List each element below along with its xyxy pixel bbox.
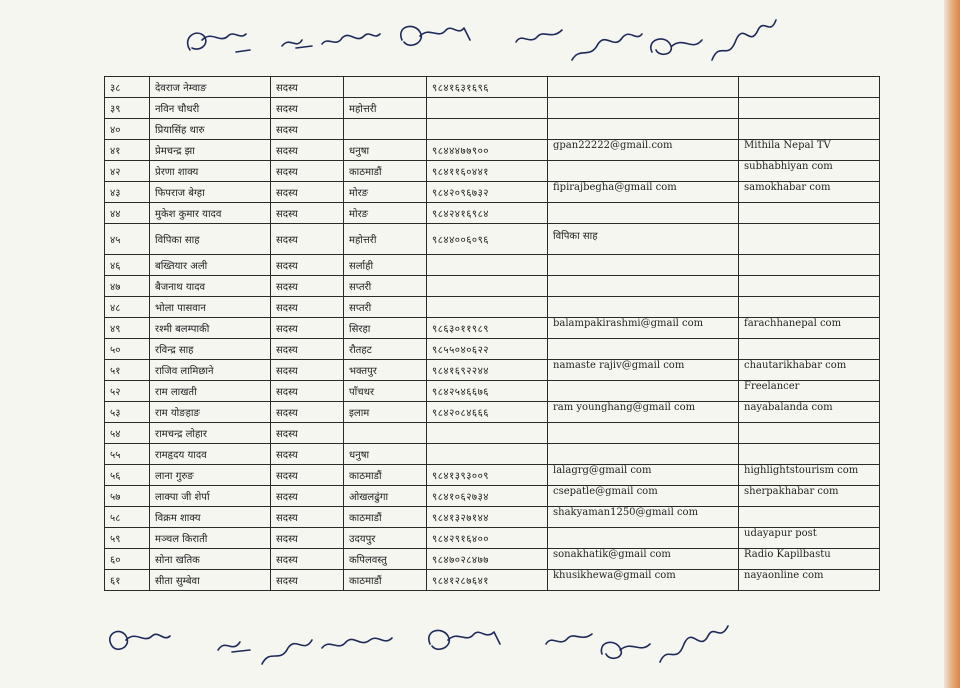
member-name: राम लाखती [150, 381, 271, 402]
table-row [105, 381, 880, 402]
member-phone: ९८४२९१६४०० [427, 528, 548, 549]
table-row [105, 98, 880, 119]
member-email [548, 444, 739, 465]
member-phone: ९८४७०२८४७७ [427, 549, 548, 570]
table-row [105, 276, 880, 297]
member-district: कपिलवस्तु [344, 549, 427, 570]
member-email-text: gpan22222@gmail.com [553, 140, 673, 151]
member-role: सदस्य [271, 297, 344, 318]
member-role: सदस्य [271, 570, 344, 591]
table-row [105, 360, 880, 381]
member-media [739, 203, 880, 224]
row-number: ४० [105, 119, 150, 140]
member-name: नविन चौधरी [150, 98, 271, 119]
row-number: ४४ [105, 203, 150, 224]
member-email [548, 203, 739, 224]
member-email-text: lalagrg@gmail com [553, 465, 652, 476]
member-role: सदस्य [271, 507, 344, 528]
member-media-text: Freelancer [744, 381, 800, 392]
table-row [105, 119, 880, 140]
member-role: सदस्य [271, 444, 344, 465]
row-number: ४६ [105, 255, 150, 276]
member-phone [427, 276, 548, 297]
member-district: काठमाडौं [344, 465, 427, 486]
table-row [105, 549, 880, 570]
member-role: सदस्य [271, 486, 344, 507]
row-number: ४८ [105, 297, 150, 318]
member-email [548, 276, 739, 297]
member-email [548, 570, 739, 591]
member-email-text: namaste rajiv@gmail com [553, 360, 685, 371]
member-district: सर्लाही [344, 255, 427, 276]
member-phone: ९८४२०९६७३२ [427, 182, 548, 203]
member-district: ओखलढुंगा [344, 486, 427, 507]
member-phone: ९८४२५४६६७६ [427, 381, 548, 402]
member-email [548, 465, 739, 486]
row-number: ३९ [105, 98, 150, 119]
member-name: रामहृदय यादव [150, 444, 271, 465]
member-role: सदस्य [271, 528, 344, 549]
member-media [739, 297, 880, 318]
member-name: सोना खतिक [150, 549, 271, 570]
member-district: मोरङ [344, 203, 427, 224]
member-media-text: Mithila Nepal TV [744, 140, 831, 151]
member-phone: ९८५५०४०६२२ [427, 339, 548, 360]
member-phone: ९८४१६३१६९६ [427, 77, 548, 98]
member-role: सदस्य [271, 203, 344, 224]
member-district [344, 423, 427, 444]
member-email [548, 182, 739, 203]
member-media [739, 161, 880, 182]
member-media [739, 549, 880, 570]
member-email [548, 224, 739, 255]
member-phone: ९८४२४१६९८४ [427, 203, 548, 224]
member-role: सदस्य [271, 161, 344, 182]
table-row [105, 486, 880, 507]
member-media [739, 507, 880, 528]
member-media [739, 140, 880, 161]
member-media-text: udayapur post [744, 528, 817, 539]
signature-strokes-top [0, 0, 944, 70]
member-media [739, 182, 880, 203]
member-email [548, 549, 739, 570]
member-name: राम योङहाङ [150, 402, 271, 423]
member-email [548, 77, 739, 98]
member-media [739, 444, 880, 465]
table-row [105, 465, 880, 486]
table-row [105, 77, 880, 98]
member-role: सदस्य [271, 140, 344, 161]
member-name: फिपराज बेग्हा [150, 182, 271, 203]
table-row [105, 182, 880, 203]
member-list-table [104, 76, 880, 591]
member-name: प्रियासिंह थारु [150, 119, 271, 140]
row-number: ४५ [105, 224, 150, 255]
row-number: ५२ [105, 381, 150, 402]
table-row [105, 161, 880, 182]
member-name: राजिव लामिछाने [150, 360, 271, 381]
member-district: काठमाडौं [344, 507, 427, 528]
member-district: रौतहट [344, 339, 427, 360]
member-media [739, 360, 880, 381]
member-district: मोरङ [344, 182, 427, 203]
signatures-top [0, 0, 944, 70]
member-media-text: chautarikhabar com [744, 360, 847, 371]
member-email [548, 486, 739, 507]
member-email [548, 381, 739, 402]
member-email-text: csepatle@gmail com [553, 486, 658, 497]
member-role: सदस्य [271, 255, 344, 276]
member-media [739, 465, 880, 486]
table-row [105, 255, 880, 276]
member-name: देवराज नेम्वाङ [150, 77, 271, 98]
member-phone: ९८६३०११९८९ [427, 318, 548, 339]
member-media [739, 77, 880, 98]
member-email-text: shakyaman1250@gmail com [553, 507, 699, 518]
member-email [548, 423, 739, 444]
member-phone: ९८४४४७७९०० [427, 140, 548, 161]
member-email [548, 119, 739, 140]
member-name: लाना गुरुङ [150, 465, 271, 486]
member-phone [427, 119, 548, 140]
row-number: ५३ [105, 402, 150, 423]
table-row [105, 507, 880, 528]
member-role: सदस्य [271, 98, 344, 119]
member-email [548, 318, 739, 339]
member-role: सदस्य [271, 182, 344, 203]
member-email-text: fipirajbegha@gmail com [553, 182, 677, 193]
row-number: ५७ [105, 486, 150, 507]
table-row [105, 203, 880, 224]
member-name: रश्मी बलम्पाकी [150, 318, 271, 339]
member-district: धनुषा [344, 444, 427, 465]
member-name: भोला पासवान [150, 297, 271, 318]
row-number: ५१ [105, 360, 150, 381]
member-district: महोत्तरी [344, 98, 427, 119]
member-phone: ९८४१३९३००९ [427, 465, 548, 486]
table-row [105, 444, 880, 465]
member-email [548, 297, 739, 318]
row-number: ४३ [105, 182, 150, 203]
member-role: सदस्य [271, 339, 344, 360]
member-media-text: subhabhiyan com [744, 161, 833, 172]
member-district: सिरहा [344, 318, 427, 339]
member-email-text: ram younghang@gmail com [553, 402, 696, 413]
member-phone: ९८४२०८४६६६ [427, 402, 548, 423]
member-role: सदस्य [271, 276, 344, 297]
row-number: ६० [105, 549, 150, 570]
table-row [105, 570, 880, 591]
member-media [739, 528, 880, 549]
member-district: उदयपुर [344, 528, 427, 549]
member-media [739, 381, 880, 402]
member-name: प्रेमचन्द्र झा [150, 140, 271, 161]
row-number: ४९ [105, 318, 150, 339]
member-email [548, 161, 739, 182]
table-row [105, 318, 880, 339]
member-media-text: highlightstourism com [744, 465, 859, 476]
row-number: ६१ [105, 570, 150, 591]
row-number: ३८ [105, 77, 150, 98]
member-email [548, 528, 739, 549]
member-phone: ९८४४००६०९६ [427, 224, 548, 255]
member-name: विपिका साह [150, 224, 271, 255]
member-media [739, 224, 880, 255]
member-district: काठमाडौं [344, 161, 427, 182]
member-email [548, 507, 739, 528]
member-district: भक्तपुर [344, 360, 427, 381]
row-number: ४१ [105, 140, 150, 161]
member-district: सप्तरी [344, 297, 427, 318]
table-row [105, 402, 880, 423]
member-phone: ९८४१३२७१४४ [427, 507, 548, 528]
member-media-text: nayabalanda com [744, 402, 833, 413]
member-role: सदस्य [271, 77, 344, 98]
member-email [548, 360, 739, 381]
table-row [105, 224, 880, 255]
table-row [105, 339, 880, 360]
member-email [548, 98, 739, 119]
member-media [739, 402, 880, 423]
signature-strokes-bottom [0, 608, 944, 678]
member-media [739, 486, 880, 507]
member-role: सदस्य [271, 549, 344, 570]
member-email-text: balampakirashmi@gmail com [553, 318, 704, 329]
row-number: ४२ [105, 161, 150, 182]
member-district: महोत्तरी [344, 224, 427, 255]
member-name: बख्तियार अली [150, 255, 271, 276]
member-role: सदस्य [271, 465, 344, 486]
member-phone: ९८४१०६२७३४ [427, 486, 548, 507]
member-media [739, 255, 880, 276]
member-phone [427, 98, 548, 119]
member-media [739, 98, 880, 119]
member-role: सदस्य [271, 360, 344, 381]
member-phone [427, 297, 548, 318]
member-district: इलाम [344, 402, 427, 423]
table-row [105, 423, 880, 444]
member-district: धनुषा [344, 140, 427, 161]
member-name: रामचन्द्र लोहार [150, 423, 271, 444]
member-email [548, 339, 739, 360]
member-email [548, 140, 739, 161]
member-media-text: sherpakhabar com [744, 486, 839, 497]
member-media [739, 423, 880, 444]
row-number: ५६ [105, 465, 150, 486]
member-email-text: khusikhewa@gmail com [553, 570, 676, 581]
member-media [739, 570, 880, 591]
member-email [548, 402, 739, 423]
member-media-text: nayaonline com [744, 570, 824, 581]
member-district: पाँचथर [344, 381, 427, 402]
member-phone: ९८४१२८७६४१ [427, 570, 548, 591]
member-phone: ९८४११६०४४१ [427, 161, 548, 182]
member-media [739, 339, 880, 360]
member-district [344, 119, 427, 140]
member-media-text: Radio Kapilbastu [744, 549, 831, 560]
member-role: सदस्य [271, 318, 344, 339]
member-media [739, 119, 880, 140]
member-district: सप्तरी [344, 276, 427, 297]
row-number: ५९ [105, 528, 150, 549]
signatures-bottom [0, 608, 944, 678]
member-district: काठमाडौं [344, 570, 427, 591]
member-district [344, 77, 427, 98]
table-row [105, 297, 880, 318]
member-name: मुकेश कुमार यादव [150, 203, 271, 224]
member-email-text: sonakhatik@gmail com [553, 549, 671, 560]
member-role: सदस्य [271, 423, 344, 444]
member-name: प्रेरणा शाक्य [150, 161, 271, 182]
member-phone [427, 255, 548, 276]
member-phone [427, 444, 548, 465]
row-number: ५४ [105, 423, 150, 444]
member-name: रविन्द्र साह [150, 339, 271, 360]
member-email [548, 255, 739, 276]
member-role: सदस्य [271, 224, 344, 255]
member-role: सदस्य [271, 119, 344, 140]
member-name: विक्रम शाक्य [150, 507, 271, 528]
member-name: मञ्चल किराती [150, 528, 271, 549]
member-media-text: farachhanepal com [744, 318, 842, 329]
member-media-text: samokhabar com [744, 182, 831, 193]
member-role: सदस्य [271, 381, 344, 402]
member-media [739, 318, 880, 339]
member-role: सदस्य [271, 402, 344, 423]
member-media [739, 276, 880, 297]
member-name: सीता सुम्बेवा [150, 570, 271, 591]
member-name: लाक्पा जी शेर्पा [150, 486, 271, 507]
row-number: ५५ [105, 444, 150, 465]
table-row [105, 528, 880, 549]
member-name: बैजनाथ यादव [150, 276, 271, 297]
row-number: ५८ [105, 507, 150, 528]
member-phone: ९८४१६९२२४४ [427, 360, 548, 381]
paper-edge [944, 0, 960, 688]
member-phone [427, 423, 548, 444]
table-row [105, 140, 880, 161]
row-number: ५० [105, 339, 150, 360]
row-number: ४७ [105, 276, 150, 297]
member-email-text: विपिका साह [553, 230, 598, 242]
